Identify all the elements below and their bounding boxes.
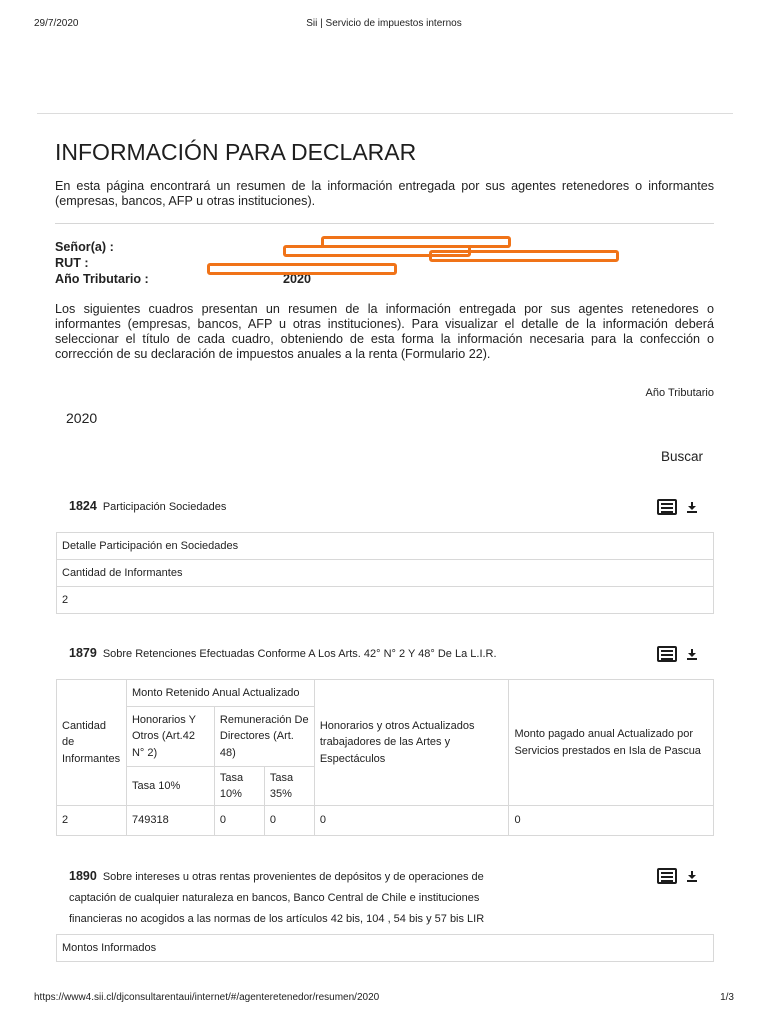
table-header-cell: Remuneración De Directores (Art. 48) bbox=[214, 707, 314, 767]
main-content bbox=[55, 138, 714, 362]
search-button[interactable]: Buscar bbox=[660, 449, 703, 464]
section-actions bbox=[657, 866, 697, 887]
download-icon[interactable] bbox=[687, 649, 697, 660]
rut-label: RUT : bbox=[55, 256, 89, 270]
list-icon[interactable] bbox=[657, 868, 677, 884]
print-page-title: Sii | Servicio de impuestos internos bbox=[306, 18, 462, 29]
table-cell: 749318 bbox=[126, 806, 214, 836]
name-label: Señor(a) : bbox=[55, 240, 114, 254]
print-date: 29/7/2020 bbox=[34, 18, 79, 29]
print-header bbox=[0, 18, 768, 32]
table-header-cell: Tasa 35% bbox=[264, 767, 314, 806]
table-header-cell: Monto Retenido Anual Actualizado bbox=[126, 680, 314, 707]
table-header-cell: Honorarios Y Otros (Art.42 N° 2) bbox=[126, 707, 214, 767]
table-header-cell: Cantidad de Informantes bbox=[57, 680, 127, 806]
table-header-cell: Tasa 10% bbox=[126, 767, 214, 806]
section-title-block bbox=[69, 866, 505, 930]
description-text: Los siguientes cuadros presentan un resumen de la información entregada por sus agentes retenedores o informantes (empresas, bancos, AFP u otras instituciones). Para visualizar el detalle de la información deberá seleccionar el título de cada cuadro, obteniendo de esta forma la información necesaria para la confección o corrección de su declaración de impuestos anuales a la renta (Formulario 22). bbox=[55, 302, 714, 361]
table-row bbox=[57, 680, 714, 707]
section-title-link[interactable]: Participación Sociedades bbox=[102, 501, 227, 513]
redaction-mark bbox=[207, 263, 397, 275]
section-title-link[interactable]: Sobre Retenciones Efectuadas Conforme A Los Arts. 42° N° 2 Y 48° De La L.I.R. bbox=[102, 648, 497, 660]
table-row bbox=[57, 587, 714, 614]
section-1824-table bbox=[56, 532, 714, 614]
table-cell: 0 bbox=[509, 806, 714, 836]
table-cell: 0 bbox=[264, 806, 314, 836]
table-cell: 0 bbox=[214, 806, 264, 836]
table-header-cell: Honorarios y otros Actualizados trabajadores de las Artes y Espectáculos bbox=[314, 680, 509, 806]
table-cell: Cantidad de Informantes bbox=[57, 560, 714, 587]
section-divider bbox=[55, 223, 714, 224]
table-cell: 2 bbox=[57, 587, 714, 614]
taxpayer-info bbox=[55, 239, 714, 287]
section-actions bbox=[657, 499, 697, 515]
table-cell: Montos Informados bbox=[57, 935, 714, 962]
section-1879-table bbox=[56, 679, 714, 836]
download-icon[interactable] bbox=[687, 871, 697, 882]
year-select[interactable]: 2020 bbox=[66, 410, 98, 426]
section-actions bbox=[657, 646, 697, 662]
year-filter-label: Año Tributario bbox=[645, 387, 714, 399]
section-code: 1879 bbox=[69, 646, 97, 660]
section-1890-header bbox=[69, 866, 697, 930]
table-cell: Detalle Participación en Sociedades bbox=[57, 533, 714, 560]
table-header-cell: Monto pagado anual Actualizado por Servicios prestados en Isla de Pascua bbox=[509, 680, 714, 806]
section-code: 1890 bbox=[69, 869, 97, 883]
section-1890-table bbox=[56, 934, 714, 962]
section-1879-header bbox=[69, 646, 697, 660]
section-title-link[interactable]: Sobre intereses u otras rentas provenientes de depósitos y de operaciones de captación de cualquier naturaleza en bancos, Banco Central de Chile e instituciones financieras no acogidos a las normas de los artículos 42 bis, 104 , 54 bis y 57 bis LIR bbox=[69, 871, 485, 925]
table-row bbox=[57, 560, 714, 587]
table-row bbox=[57, 806, 714, 836]
top-divider bbox=[37, 113, 733, 114]
list-icon[interactable] bbox=[657, 499, 677, 515]
table-row bbox=[57, 533, 714, 560]
download-icon[interactable] bbox=[687, 502, 697, 513]
table-header-cell: Tasa 10% bbox=[214, 767, 264, 806]
print-page-number: 1/3 bbox=[720, 992, 734, 1003]
redaction-mark bbox=[429, 250, 619, 262]
table-cell: 2 bbox=[57, 806, 127, 836]
table-row bbox=[57, 935, 714, 962]
table-cell: 0 bbox=[314, 806, 509, 836]
intro-text: En esta página encontrará un resumen de la información entregada por sus agentes retenedores o informantes (empresas, bancos, AFP u otras instituciones). bbox=[55, 179, 714, 208]
section-code: 1824 bbox=[69, 499, 97, 513]
list-icon[interactable] bbox=[657, 646, 677, 662]
print-url: https://www4.sii.cl/djconsultarentaui/internet/#/agenteretenedor/resumen/2020 bbox=[34, 992, 380, 1003]
year-value: 2020 bbox=[283, 272, 312, 286]
year-label: Año Tributario : bbox=[55, 272, 149, 286]
page-title: INFORMACIÓN PARA DECLARAR bbox=[55, 139, 417, 165]
print-footer bbox=[0, 992, 768, 1006]
section-1824-header bbox=[69, 499, 697, 513]
